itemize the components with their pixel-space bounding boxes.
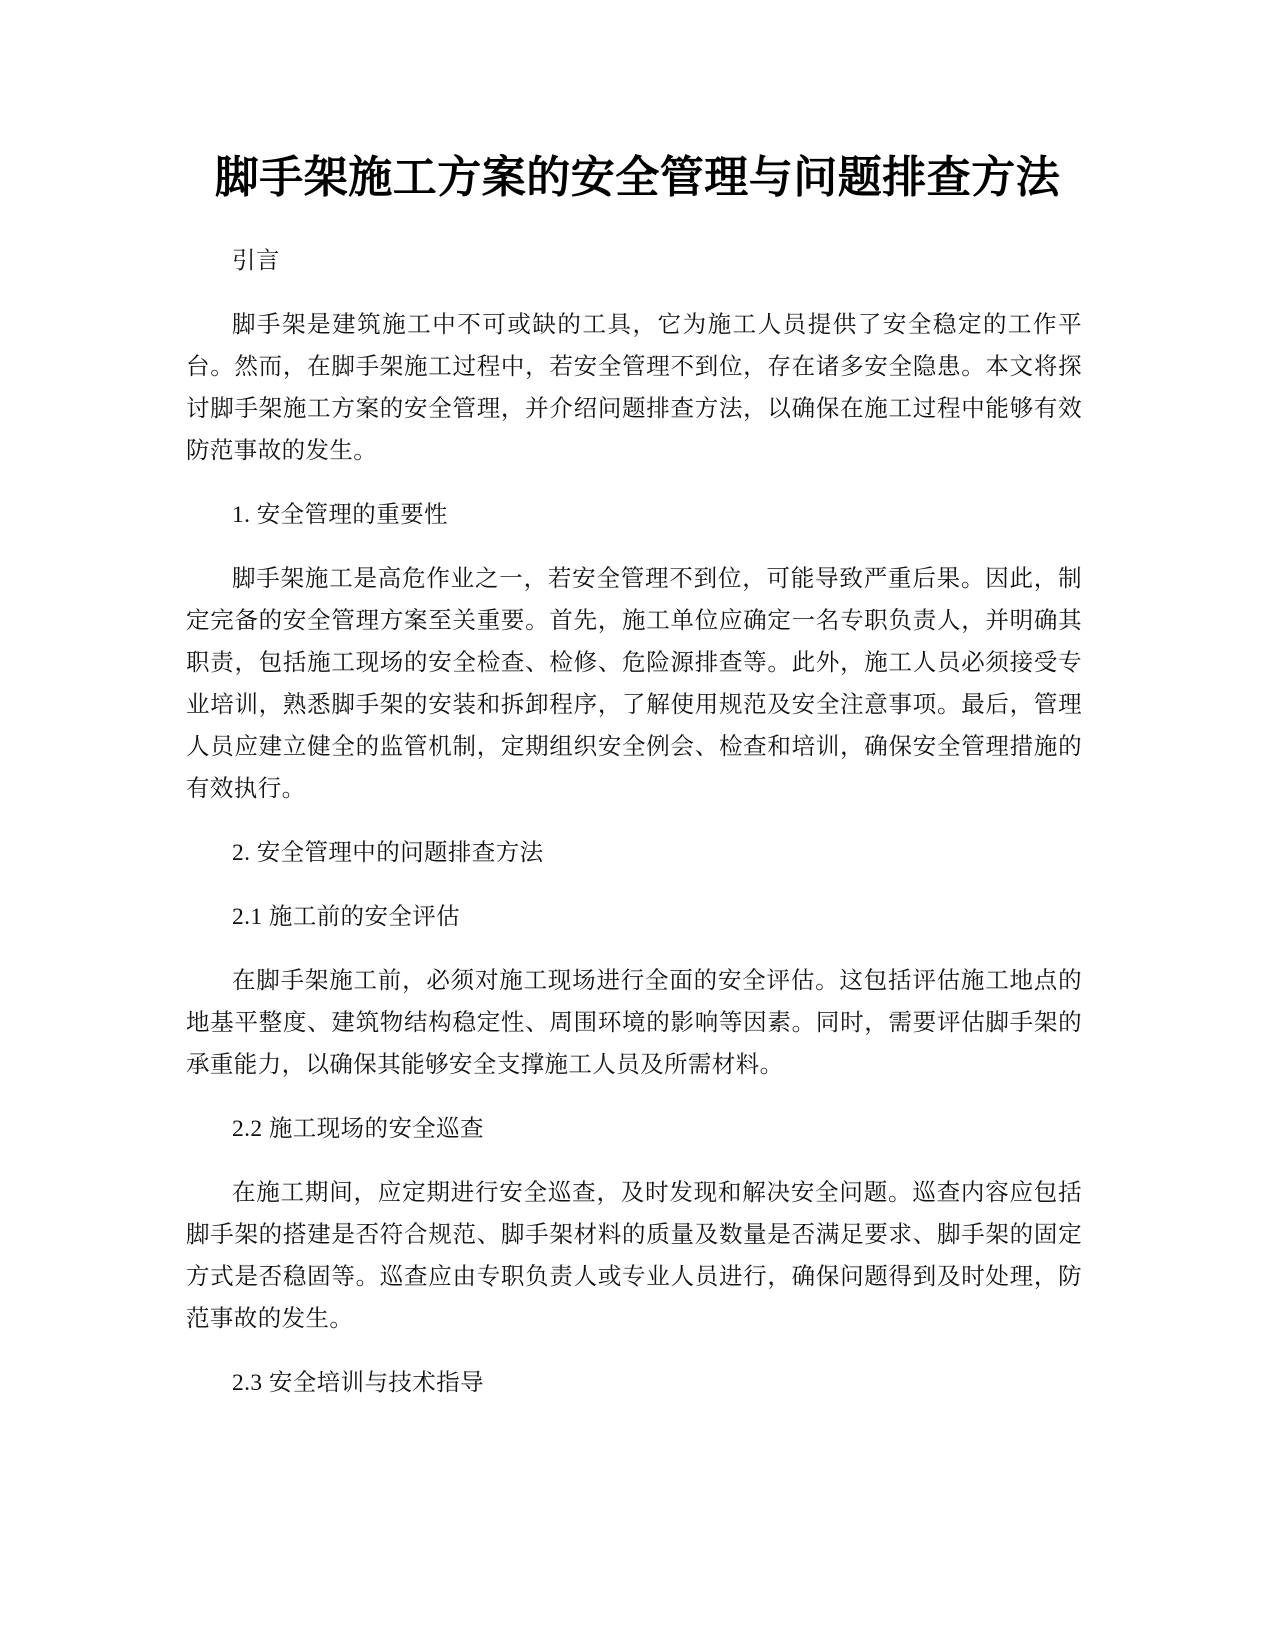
section-2-1-heading: 2.1 施工前的安全评估 [232,904,461,930]
section-2-heading: 2. 安全管理中的问题排查方法 [232,840,544,866]
document-title: 脚手架施工方案的安全管理与问题排查方法 [214,152,1061,203]
section-2-1-paragraph: 在脚手架施工前，必须对施工现场进行全面的安全评估。这包括评估施工地点的地基平整度、建筑物结构稳定性、周围环境的影响等因素。同时，需要评估脚手架的承重能力，以确保其能够安全支撑施工人员及所需材料。 [186,968,1082,1078]
section-1-heading: 1. 安全管理的重要性 [232,502,448,528]
intro-paragraph: 脚手架是建筑施工中不可或缺的工具，它为施工人员提供了安全稳定的工作平台。然而，在脚手架施工过程中，若安全管理不到位，存在诸多安全隐患。本文将探讨脚手架施工方案的安全管理，并介绍问题排查方法，以确保在施工过程中能够有效防范事故的发生。 [186,312,1082,464]
section-2-2-paragraph: 在施工期间，应定期进行安全巡查，及时发现和解决安全问题。巡查内容应包括脚手架的搭建是否符合规范、脚手架材料的质量及数量是否满足要求、脚手架的固定方式是否稳固等。巡查应由专职负责人或专业人员进行，确保问题得到及时处理，防范事故的发生。 [186,1180,1082,1332]
document-body [186,240,1082,1404]
section-2-3-heading: 2.3 安全培训与技术指导 [232,1370,484,1396]
section-1-paragraph: 脚手架施工是高危作业之一，若安全管理不到位，可能导致严重后果。因此，制定完备的安全管理方案至关重要。首先，施工单位应确定一名专职负责人，并明确其职责，包括施工现场的安全检查、检修、危险源排查等。此外，施工人员必须接受专业培训，熟悉脚手架的安装和拆卸程序，了解使用规范及安全注意事项。最后，管理人员应建立健全的监管机制，定期组织安全例会、检查和培训，确保安全管理措施的有效执行。 [186,566,1082,802]
section-2-2-heading: 2.2 施工现场的安全巡查 [232,1116,484,1142]
intro-heading: 引言 [232,248,280,274]
